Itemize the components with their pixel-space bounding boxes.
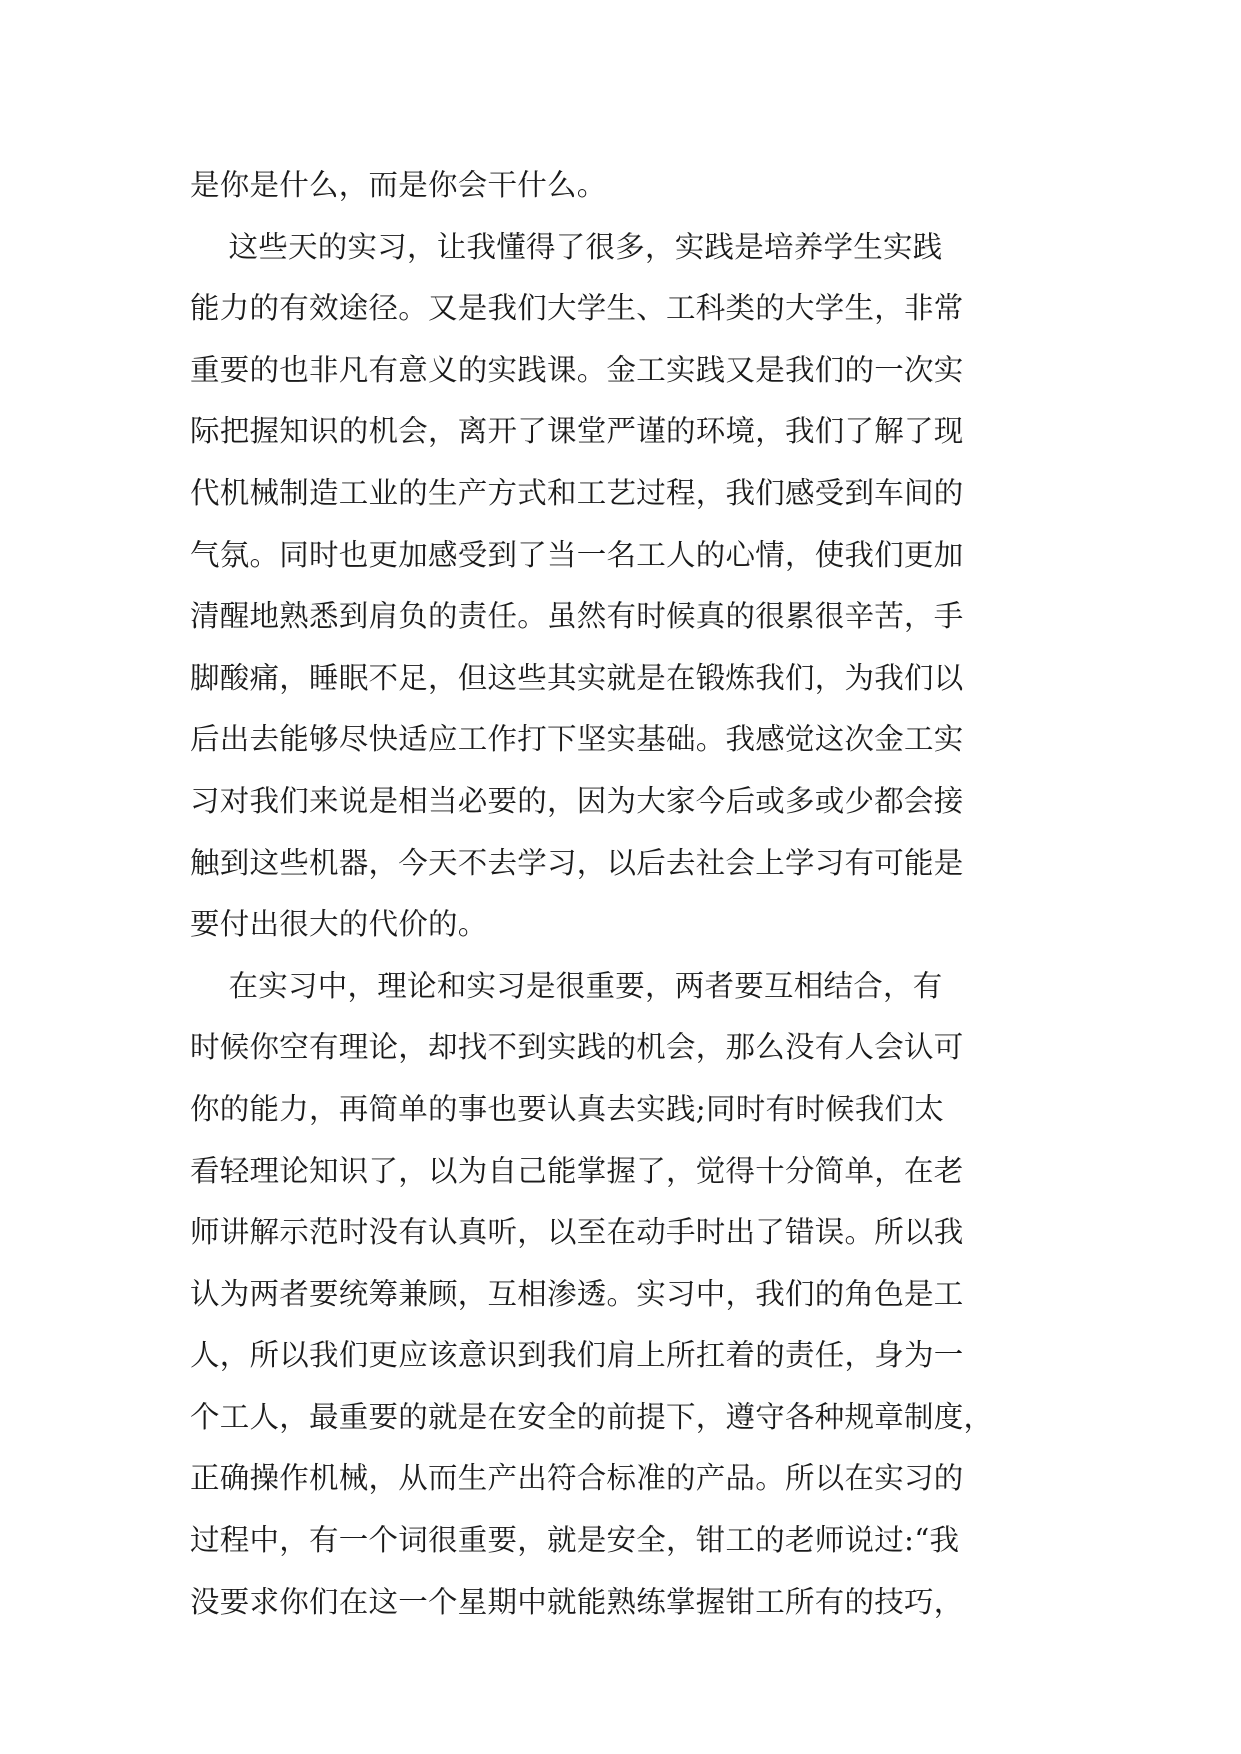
text-line: 师讲解示范时没有认真听，以至在动手时出了错误。所以我 bbox=[190, 1215, 964, 1250]
text-line: 在实习中，理论和实习是很重要，两者要互相结合，有 bbox=[190, 968, 943, 1003]
text-line: 代机械制造工业的生产方式和工艺过程，我们感受到车间的 bbox=[190, 475, 964, 510]
body-text bbox=[190, 155, 1070, 1633]
text-line: 际把握知识的机会，离开了课堂严谨的环境，我们了解了现 bbox=[190, 414, 964, 449]
text-line: 重要的也非凡有意义的实践课。金工实践又是我们的一次实 bbox=[190, 352, 964, 387]
text-line: 个工人，最重要的就是在安全的前提下，遵守各种规章制度， bbox=[190, 1399, 994, 1434]
text-line: 气氛。同时也更加感受到了当一名工人的心情，使我们更加 bbox=[190, 537, 964, 572]
text-line: 脚酸痛，睡眠不足，但这些其实就是在锻炼我们，为我们以 bbox=[190, 660, 964, 695]
text-line: 清醒地熟悉到肩负的责任。虽然有时候真的很累很辛苦，手 bbox=[190, 599, 964, 634]
text-line: 时候你空有理论，却找不到实践的机会，那么没有人会认可 bbox=[190, 1030, 964, 1065]
text-line: 能力的有效途径。又是我们大学生、工科类的大学生，非常 bbox=[190, 291, 964, 326]
text-line: 后出去能够尽快适应工作打下坚实基础。我感觉这次金工实 bbox=[190, 722, 964, 757]
text-line: 过程中，有一个词很重要，就是安全，钳工的老师说过:“我 bbox=[190, 1523, 960, 1558]
text-line: 正确操作机械，从而生产出符合标准的产品。所以在实习的 bbox=[190, 1461, 964, 1496]
text-line: 习对我们来说是相当必要的，因为大家今后或多或少都会接 bbox=[190, 783, 964, 818]
text-line: 认为两者要统筹兼顾，互相渗透。实习中，我们的角色是工 bbox=[190, 1276, 964, 1311]
text-line: 是你是什么，而是你会干什么。 bbox=[190, 168, 607, 202]
text-line: 没要求你们在这一个星期中就能熟练掌握钳工所有的技巧， bbox=[190, 1584, 964, 1619]
text-line: 人，所以我们更应该意识到我们肩上所扛着的责任，身为一 bbox=[190, 1338, 964, 1373]
text-line: 看轻理论知识了，以为自己能掌握了，觉得十分简单，在老 bbox=[190, 1153, 964, 1188]
text-line: 触到这些机器，今天不去学习，以后去社会上学习有可能是 bbox=[190, 845, 964, 880]
text-line: 要付出很大的代价的。 bbox=[190, 907, 488, 942]
text-line: 这些天的实习，让我懂得了很多，实践是培养学生实践 bbox=[190, 229, 943, 264]
text-line: 你的能力，再简单的事也要认真去实践;同时有时候我们太 bbox=[190, 1091, 944, 1126]
